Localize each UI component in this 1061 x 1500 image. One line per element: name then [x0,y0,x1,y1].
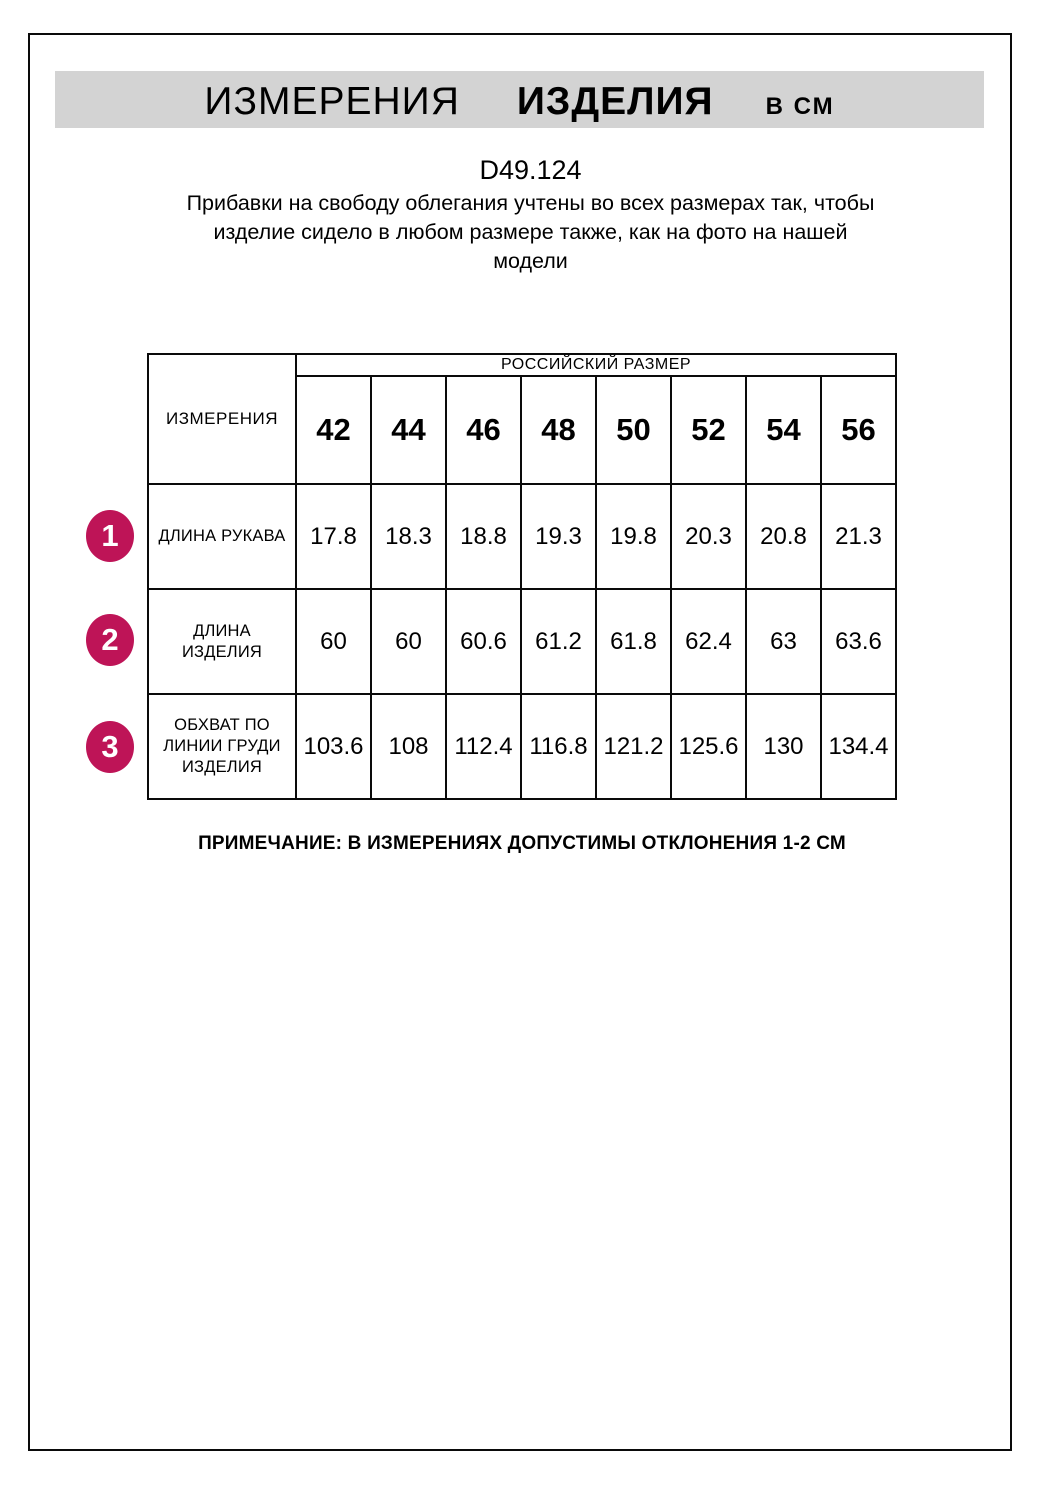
table-cell: 60 [296,589,371,694]
table-cell: 108 [371,694,446,799]
row-label-line: ИЗДЕЛИЯ [181,758,262,776]
row-label-sleeve-length [148,484,296,589]
table-row-sleeve-length [148,484,896,589]
measurements-header-cell: ИЗМЕРЕНИЯ [148,354,296,484]
table-cell: 61.2 [521,589,596,694]
table-cell: 18.3 [371,484,446,589]
table-cell: 130 [746,694,821,799]
table-cell: 60 [371,589,446,694]
table-cell: 63.6 [821,589,896,694]
size-column-header: 54 [746,376,821,484]
size-column-header: 42 [296,376,371,484]
table-cell: 125.6 [671,694,746,799]
table-cell: 19.8 [596,484,671,589]
row-label-line: ДЛИНА РУКАВА [158,527,286,545]
fit-description-line: Прибавки на свободу облегания учтены во всех размерах так, чтобы [186,191,875,215]
table-row-chest-girth [148,694,896,799]
tolerance-note: ПРИМЕЧАНИЕ: В ИЗМЕРЕНИЯХ ДОПУСТИМЫ ОТКЛОНЕНИЯ 1-2 СМ [198,833,846,854]
size-column-header: 48 [521,376,596,484]
table-cell: 62.4 [671,589,746,694]
table-cell: 103.6 [296,694,371,799]
russian-size-header-cell: РОССИЙСКИЙ РАЗМЕР [296,354,896,376]
size-column-header: 46 [446,376,521,484]
size-column-header: 50 [596,376,671,484]
table-cell: 60.6 [446,589,521,694]
row-label-line: ИЗДЕЛИЯ [181,642,262,661]
table-cell: 121.2 [596,694,671,799]
table-cell: 20.8 [746,484,821,589]
table-cell: 61.8 [596,589,671,694]
row-label-line: ЛИНИИ ГРУДИ [163,737,281,755]
product-code: D49.124 [479,155,582,185]
table-cell: 19.3 [521,484,596,589]
row-label-chest-girth [148,694,296,799]
page-title-product: ИЗДЕЛИЯ [516,80,714,123]
size-column-header: 52 [671,376,746,484]
size-column-header: 56 [821,376,896,484]
table-cell: 20.3 [671,484,746,589]
table-cell: 18.8 [446,484,521,589]
size-column-header: 44 [371,376,446,484]
table-cell: 17.8 [296,484,371,589]
row-label-garment-length [148,589,296,694]
title-banner [55,71,984,128]
fit-description-line: модели [493,249,568,273]
row-label-line: ОБХВАТ ПО [174,716,270,734]
row-number-badge-1: 1 [86,510,134,562]
unit-label: В СМ [765,93,835,120]
table-row-garment-length [148,589,896,694]
table-cell: 112.4 [446,694,521,799]
size-table [147,353,897,800]
row-number-badge-2: 2 [86,614,134,666]
table-cell: 63 [746,589,821,694]
page-title: ИЗМЕРЕНИЯ [204,80,460,123]
table-cell: 116.8 [521,694,596,799]
row-number-badge-3: 3 [86,721,134,773]
row-label-line: ДЛИНА [193,621,251,640]
fit-description [0,189,1061,276]
fit-description-line: изделие сидело в любом размере также, как на фото на нашей [213,220,848,244]
table-header-row [148,354,896,376]
table-cell: 21.3 [821,484,896,589]
table-cell: 134.4 [821,694,896,799]
